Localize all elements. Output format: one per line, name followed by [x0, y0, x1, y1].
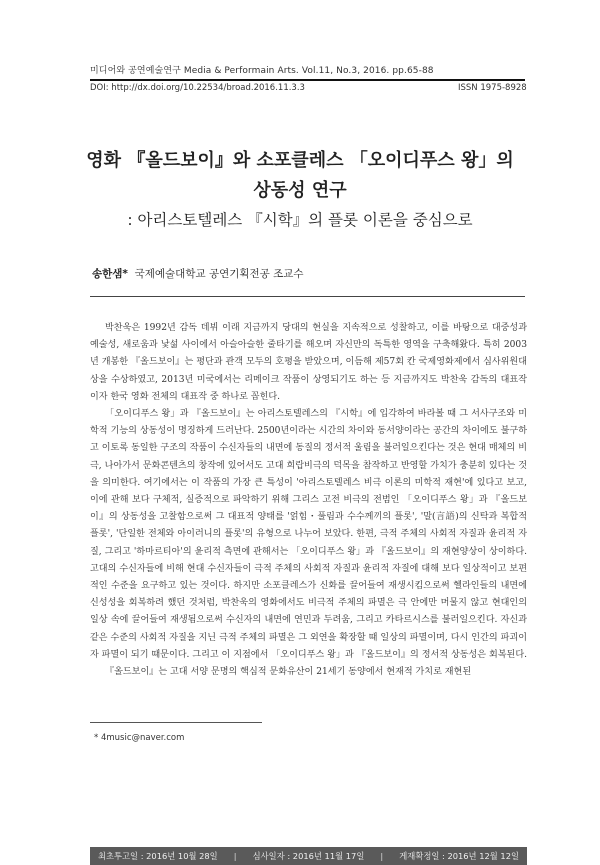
issn: ISSN 1975-8928	[458, 83, 527, 93]
author-affiliation: 국제예술대학교 공연기획전공 조교수	[134, 268, 304, 280]
abstract	[90, 320, 527, 681]
paper-subtitle: : 아리스토텔레스 『시학』의 플롯 이론을 중심으로	[127, 211, 473, 229]
submission-dates-bar	[90, 847, 527, 865]
accepted-date: 게재확정일 : 2016년 12월 12일	[399, 851, 519, 861]
footnote-rule	[90, 722, 262, 723]
review-date: 심사일자 : 2016년 11월 17일	[252, 851, 365, 861]
date-separator: |	[233, 851, 237, 861]
author-name: 송한샘*	[92, 268, 128, 280]
journal-citation: 미디어와 공연예술연구 Media & Performain Arts. Vol.11, No.3, 2016. pp.65-88	[90, 66, 434, 76]
abstract-paragraph: 『올드보이』는 고대 서양 문명의 핵심적 문화유산이 21세기 동양에서 현재적 가치로 재현된	[105, 667, 472, 678]
author-rule	[90, 296, 525, 297]
abstract-paragraph: 박찬욱은 1992년 감독 데뷔 이래 지금까지 당대의 현실을 지속적으로 성찰하고, 이를 바탕으로 대중성과 예술성, 새로움과 낯섦 사이에서 아슬아슬한 줄타기를 해오며 자신만의 독특한 영역을 구축해왔다. 특히 2003년 개봉한 『올드보이』는 평단과 관객 모두의 호평을 받았으며, 이듬해 제57회 칸 국제영화제에서 심사위원대상을 수상하였고, 2013년 미국에서는 리메이크 작품이 상영되기도 하는 등 지금까지도 박찬욱 감독의 대표작이자 한국 영화 전체의 대표작 중 하나로 꼽힌다.	[90, 323, 527, 402]
footnote-email: * 4music@naver.com	[94, 733, 185, 743]
abstract-paragraph: 「오이디푸스 왕」과 『올드보이』는 아리스토텔레스의 『시학』에 입각하여 바라볼 때 그 서사구조와 미학적 기능의 상동성이 명징하게 드러난다. 2500년이라는 시간의 차이와 동서양이라는 공간의 차이에도 불구하고 이토록 동일한 구조의 작품이 수신자들의 내면에 동질의 정서적 울림을 불러일으킨다는 것은 현대 매체의 비극, 나아가서 문화콘텐츠의 창작에 있어서도 고대 희랍비극의 덕목을 참작하고 반영할 가치가 충분히 있다는 것을 의미한다. 여기에서는 이 작품의 가장 큰 특성이 '아리스토텔레스 비극 이론의 미학적 재현'에 있다고 보고, 이에 관해 보다 구체적, 실증적으로 파악하기 위해 그리스 고전 비극의 전범인 「오이디푸스 왕」과 『올드보이』의 상동성을 고찰함으로써 그 대표적 양태를 '얽힘・풀림과 수수께끼의 플롯', '말(言語)의 신탁과 복합적 플롯', '단일한 전체와 아이러니의 플롯'의 유형으로 나누어 보았다. 한편, 극적 주체의 사회적 자질과 윤리적 자질, 그리고 '하마르티아'의 윤리적 측면에 관해서는 「오이디푸스 왕」과 『올드보이』의 재현양상이 상이하다. 고대의 수신자들에 비해 현대 수신자들이 극적 주체의 사회적 자질과 윤리적 자질에 대해 보다 일상적이고 보편적인 수준을 요구하고 있는 것이다. 하지만 소포클레스가 신화를 끌어들여 재생시킴으로써 헬라인들의 내면에 신성성을 회복하려 했던 것처럼, 박찬욱의 영화에서도 비극적 주체의 파멸은 극 안에만 머물지 않고 현대인의 일상 속에 끌어들여 재생됨으로써 수신자의 내면에 연민과 두려움, 그리고 카타르시스를 불러일으킨다. 자신과 같은 수준의 사회적 자질을 지닌 극적 주체의 파멸은 그 외연을 확장할 때 일상의 파멸이며, 다시 인간의 파괴이자 파멸이 되기 때문이다. 그리고 이 지점에서 「오이디푸스 왕」과 『올드보이』의 정서적 상동성은 회복된다.	[90, 409, 528, 660]
received-date: 최초투고일 : 2016년 10월 28일	[98, 851, 218, 861]
paper-title-line-1: 영화 『올드보이』와 소포클레스 「오이디푸스 왕」의	[86, 150, 514, 171]
paper-title-line-2: 상동성 연구	[253, 180, 347, 201]
header-rule	[90, 79, 525, 81]
doi-link[interactable]: DOI: http://dx.doi.org/10.22534/broad.2016.11.3.3	[90, 83, 305, 93]
author-line	[92, 266, 304, 281]
date-separator: |	[380, 851, 384, 861]
